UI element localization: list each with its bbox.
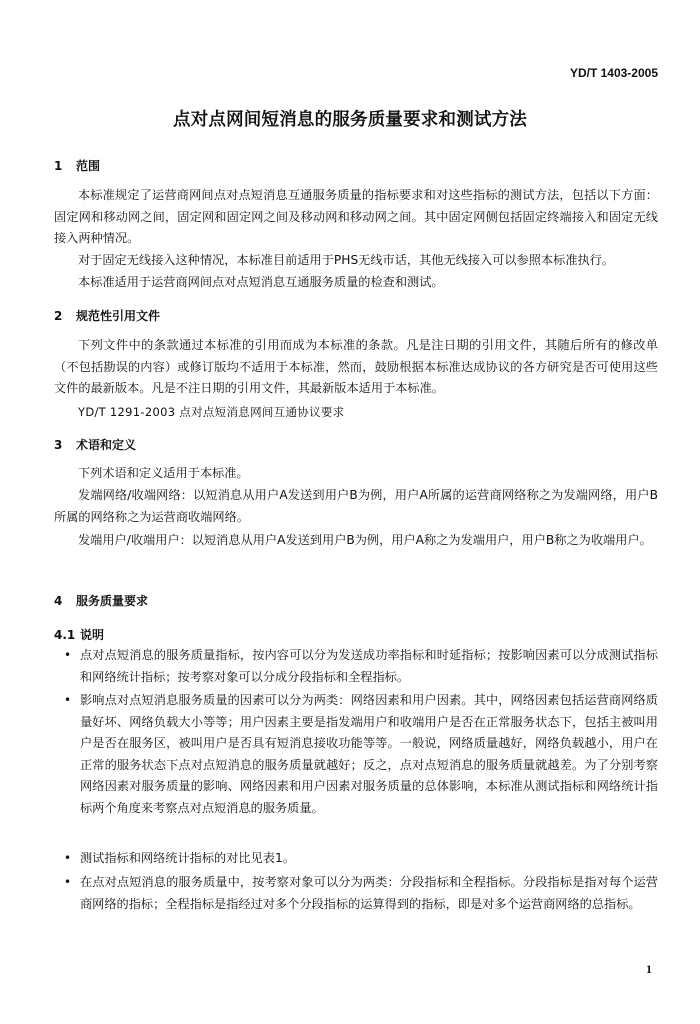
- bullet-item-2: [64, 690, 658, 819]
- page-number: 1: [646, 962, 652, 976]
- section-number: 1: [54, 159, 63, 173]
- standard-code: YD/T 1403-2005: [569, 66, 658, 80]
- section-3-paragraph-3: 发端用户/收端用户：以短消息从用户A发送到用户B为例，用户A称之为发端用户，用户B称之为收端用户。: [78, 533, 652, 547]
- section-1-heading: [54, 157, 100, 174]
- bullet-icon: •: [64, 693, 72, 707]
- bullet-text: 影响点对点短消息服务质量的因素可以分为两类：网络因素和用户因素。其中，网络因素包括运营商网络质量好坏、网络负载大小等等；用户因素主要是指发端用户和收端用户是否在正常服务状态下，包括主被叫用户是否在服务区，被叫用户是否具有短消息接收功能等等。一般说，网络质量越好，网络负载越小，用户在正常的服务状态下点对点短消息的服务质量就越好；反之，点对点短消息的服务质量就越差。为了分别考察网络因素对服务质量的影响、网络因素和用户因素对服务质量的总体影响，本标准从测试指标和网络统计指标两个角度来考察点对点短消息的服务质量。: [80, 693, 658, 815]
- bullet-text: 测试指标和网络统计指标的对比见表1。: [80, 851, 295, 865]
- section-1-paragraph-3: 本标准适用于运营商网间点对点短消息互通服务质量的检查和测试。: [78, 275, 444, 289]
- section-3-heading: [54, 436, 136, 453]
- section-title: 范围: [76, 159, 101, 173]
- bullet-icon: •: [64, 875, 72, 889]
- normative-reference: YD/T 1291-2003 点对点短消息网间互通协议要求: [78, 405, 345, 419]
- section-number: 2: [54, 309, 63, 323]
- subsection-number: 4.1: [54, 628, 76, 642]
- section-3-paragraph-1: 下列术语和定义适用于本标准。: [78, 466, 249, 480]
- bullet-text: 点对点短消息的服务质量指标，按内容可以分为发送成功率指标和时延指标；按影响因素可以分成测试指标和网络统计指标；按考察对象可以分成分段指标和全程指标。: [80, 648, 658, 684]
- bullet-item-1: [64, 645, 658, 688]
- bullet-item-4: [64, 872, 658, 915]
- document-title: 点对点网间短消息的服务质量要求和测试方法: [173, 110, 527, 130]
- bullet-text: 在点对点短消息的服务质量中，按考察对象可以分为两类：分段指标和全程指标。分段指标是指对每个运营商网络的指标；全程指标是指经过对多个分段指标的运算得到的指标，即是对多个运营商网络的总指标。: [80, 875, 658, 911]
- section-number: 3: [54, 438, 63, 452]
- bullet-item-3: [64, 848, 658, 870]
- section-2-paragraph-1: 下列文件中的条款通过本标准的引用而成为本标准的条款。凡是注日期的引用文件，其随后所有的修改单（不包括勘误的内容）或修订版均不适用于本标准，然而，鼓励根据本标准达成协议的各方研究是否可使用这些文件的最新版本。凡是不注日期的引用文件，其最新版本适用于本标准。: [54, 338, 658, 395]
- subsection-4-1-heading: [54, 626, 104, 643]
- section-title: 术语和定义: [76, 438, 137, 452]
- bullet-icon: •: [64, 648, 72, 662]
- section-1-paragraph-2: 对于固定无线接入这种情况，本标准目前适用于PHS无线市话，其他无线接入可以参照本标准执行。: [78, 253, 615, 267]
- section-title: 服务质量要求: [76, 594, 149, 608]
- subsection-title: 说明: [80, 628, 105, 642]
- section-number: 4: [54, 594, 63, 608]
- section-4-heading: [54, 592, 148, 609]
- bullet-icon: •: [64, 851, 72, 865]
- section-1-paragraph-1: 本标准规定了运营商网间点对点短消息互通服务质量的指标要求和对这些指标的测试方法，包括以下方面：固定网和移动网之间，固定网和固定网之间及移动网和移动网之间。其中固定网侧包括固定终端接入和固定无线接入两种情况。: [54, 188, 658, 245]
- section-3-paragraph-2: 发端网络/收端网络：以短消息从用户A发送到用户B为例，用户A所属的运营商网络称之为发端网络，用户B所属的网络称之为运营商收端网络。: [54, 488, 658, 524]
- section-title: 规范性引用文件: [76, 309, 161, 323]
- section-2-heading: [54, 307, 160, 324]
